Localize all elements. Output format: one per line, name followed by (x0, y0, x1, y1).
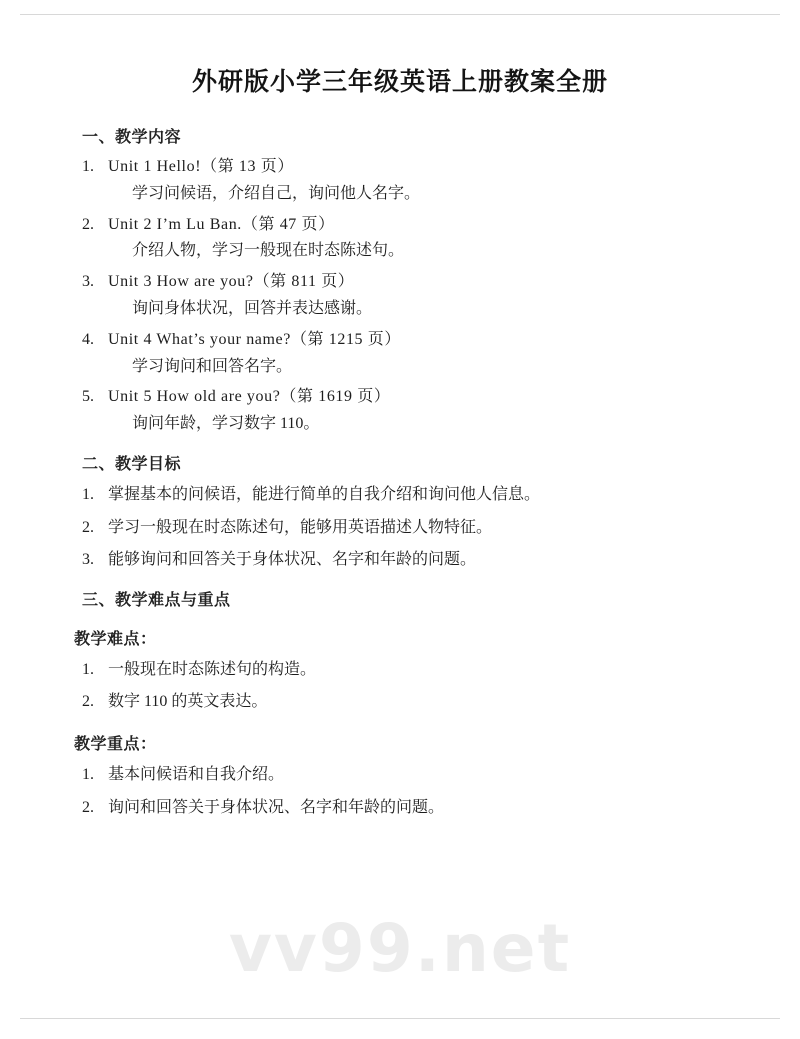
list-item-text: 学习一般现在时态陈述句，能够用英语描述人物特征。 (108, 518, 493, 536)
subheading-focus: 教学重点： (74, 735, 157, 753)
list-item-detail: 询问年龄，学习数字 110。 (132, 415, 320, 433)
list-item (82, 795, 740, 821)
list-item-number: 4. (82, 330, 94, 348)
list-item (82, 547, 740, 573)
list-item-detail: 介绍人物，学习一般现在时态陈述句。 (132, 242, 405, 260)
list-item-number: 3. (82, 273, 94, 291)
section-heading-key-points: 三、教学难点与重点 (82, 591, 231, 609)
list-item-text: 一般现在时态陈述句的构造。 (108, 660, 317, 678)
list-item (82, 482, 740, 508)
list-item (82, 328, 740, 353)
list-item-text: 数字 110 的英文表达。 (108, 693, 268, 711)
list-item (82, 515, 740, 541)
page-bottom-divider (20, 1018, 780, 1019)
list-item-number: 5. (82, 388, 94, 406)
page-top-divider (20, 14, 780, 15)
list-item-number: 1. (82, 485, 94, 503)
list-item-detail: 询问身体状况，回答并表达感谢。 (132, 299, 373, 317)
list-item-number: 2. (82, 215, 94, 233)
list-item-detail: 学习询问和回答名字。 (132, 357, 293, 375)
list-item-text: Unit 4 What’s your name?（第 1215 页） (108, 330, 401, 348)
list-item (82, 213, 740, 238)
list-item-number: 1. (82, 765, 94, 783)
list-item-number: 1. (82, 660, 94, 678)
list-item-number: 2. (82, 798, 94, 816)
list-item-text: Unit 5 How old are you?（第 1619 页） (108, 388, 391, 406)
list-item-text: Unit 2 I’m Lu Ban.（第 47 页） (108, 215, 335, 233)
list-item (82, 270, 740, 295)
list-item-text: 掌握基本的问候语，能进行简单的自我介绍和询问他人信息。 (108, 485, 541, 503)
list-item-text: Unit 3 How are you?（第 811 页） (108, 273, 355, 291)
page-title: 外研版小学三年级英语上册教案全册 (191, 69, 608, 96)
list-item-number: 1. (82, 158, 94, 175)
section-heading-goals: 二、教学目标 (82, 455, 182, 473)
subheading-difficulties: 教学难点： (74, 630, 157, 648)
list-item (82, 762, 740, 788)
section-heading-content: 一、教学内容 (82, 129, 182, 146)
list-item-number: 2. (82, 518, 94, 536)
list-item-text: 能够询问和回答关于身体状况、名字和年龄的问题。 (108, 551, 477, 569)
watermark: vv99.net (228, 910, 572, 987)
list-item (82, 385, 740, 410)
list-item (82, 657, 740, 683)
list-item-text: 询问和回答关于身体状况、名字和年龄的问题。 (108, 798, 445, 816)
list-item-detail: 学习问候语，介绍自己，询问他人名字。 (132, 184, 421, 202)
list-item-number: 2. (82, 693, 94, 711)
list-item-text: Unit 1 Hello!（第 13 页） (108, 158, 294, 175)
list-item-text: 基本问候语和自我介绍。 (108, 765, 285, 783)
list-item (82, 155, 740, 180)
list-item (82, 689, 740, 715)
list-item-number: 3. (82, 551, 94, 569)
